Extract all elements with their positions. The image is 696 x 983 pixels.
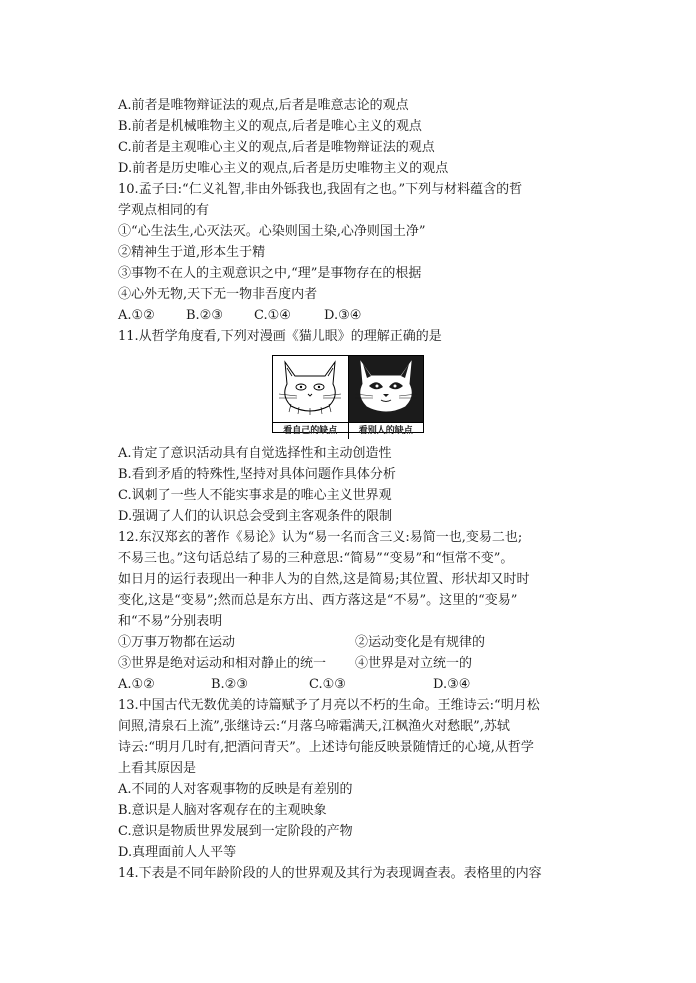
cat-face-dark-icon [349, 356, 423, 415]
q13-option-a: A.不同的人对客观事物的反映是有差别的 [118, 782, 353, 797]
q9-option-a: A.前者是唯物辩证法的观点,后者是唯意志论的观点 [118, 98, 409, 113]
q9-option-c: C.前者是主观唯心主义的观点,后者是唯物辩证法的观点 [118, 140, 435, 155]
q13-stem-line4: 上看其原因是 [118, 761, 197, 776]
q12-statements-row1 [118, 632, 578, 653]
q9-option-d: D.前者是历史唯心主义的观点,后者是历史唯物主义的观点 [118, 161, 449, 176]
q10-statement-3: ③事物不在人的主观意识之中,“理”是事物存在的根据 [118, 266, 422, 281]
q12-stem-line3: 如日月的运行表现出一种非人为的自然,这是简易;其位置、形状却又时时 [118, 572, 530, 587]
q12-statement-1: ①万事万物都在运动 [118, 635, 236, 650]
caption-right: 看别人的缺点 [358, 426, 413, 436]
q11-option-d: D.强调了人们的认识总会受到主客观条件的限制 [118, 509, 393, 524]
exam-page [118, 95, 578, 884]
q13-option-c: C.意识是物质世界发展到一定阶段的产物 [118, 824, 353, 839]
q12-stem-line5: 和“不易”分别表明 [118, 614, 223, 629]
q10-option-c: C.①④ [254, 308, 291, 323]
cat-panel-self [273, 356, 349, 422]
q10-options [118, 305, 578, 326]
q12-stem-line1: 12.东汉郑玄的著作《易论》认为“易一名而含三义:易简一也,变易二也; [118, 530, 523, 545]
caption-left: 看自己的缺点 [273, 423, 349, 439]
q10-statement-4: ④心外无物,天下无一物非吾度内者 [118, 287, 318, 302]
cat-panel-others [349, 356, 424, 422]
q12-option-d: D.③④ [433, 677, 471, 692]
q13-stem-line1: 13.中国古代无数优美的诗篇赋予了月亮以不朽的生命。王维诗云:“明月松 [118, 698, 540, 713]
q13-option-b: B.意识是人脑对客观存在的主观映象 [118, 803, 327, 818]
q12-option-c: C.①③ [309, 677, 346, 692]
q9-option-b: B.前者是机械唯物主义的观点,后者是唯心主义的观点 [118, 119, 422, 134]
cartoon-figure [118, 355, 578, 436]
q10-option-d: D.③④ [324, 308, 362, 323]
q12-statements-row2 [118, 653, 578, 674]
cat-face-light-icon [273, 356, 347, 415]
q11-option-a: A.肯定了意识活动具有自觉选择性和主动创造性 [118, 446, 392, 461]
q13-option-d: D.真理面前人人平等 [118, 845, 237, 860]
q11-option-c: C.讽刺了一些人不能实事求是的唯心主义世界观 [118, 488, 392, 503]
q13-stem-line3: 诗云:“明月几时有,把酒问青天”。上述诗句能反映景随情迁的心境,从哲学 [118, 740, 534, 755]
q13-stem-line2: 间照,清泉石上流”,张继诗云:“月落乌啼霜满天,江枫渔火对愁眠”,苏轼 [118, 719, 510, 734]
q10-stem-line2: 学观点相同的有 [118, 203, 210, 218]
q11-option-b: B.看到矛盾的特殊性,坚持对具体问题作具体分析 [118, 467, 396, 482]
q12-statement-4: ④世界是对立统一的 [355, 656, 473, 671]
q12-stem-line4: 变化,这是“变易”;然而总是东方出、西方落这是“不易”。这里的“变易” [118, 593, 518, 608]
q12-statement-2: ②运动变化是有规律的 [355, 635, 486, 650]
q12-statement-3: ③世界是绝对运动和相对静止的统一 [118, 656, 327, 671]
q10-stem-line1: 10.孟子曰:“仁义礼智,非由外铄我也,我固有之也。”下列与材料蕴含的哲 [118, 182, 523, 197]
q10-option-a: A.①② [118, 308, 155, 323]
q10-option-b: B.②③ [186, 308, 223, 323]
q10-statement-1: ①“心生法生,心灭法灭。心染则国土染,心净则国土净” [118, 224, 426, 239]
q14-stem-line1: 14.下表是不同年龄阶段的人的世界观及其行为表现调查表。表格里的内容 [118, 866, 542, 881]
cat-eye-cartoon [272, 355, 424, 436]
q11-stem: 11.从哲学角度看,下列对漫画《猫儿眼》的理解正确的是 [118, 329, 442, 344]
q12-options [118, 674, 578, 695]
q12-stem-line2: 不易三也。”这句话总结了易的三种意思:“简易”“变易”和“恒常不变”。 [118, 551, 514, 566]
q10-statement-2: ②精神生于道,形本生于精 [118, 245, 266, 260]
q12-option-b: B.②③ [211, 677, 248, 692]
q12-option-a: A.①② [118, 677, 155, 692]
